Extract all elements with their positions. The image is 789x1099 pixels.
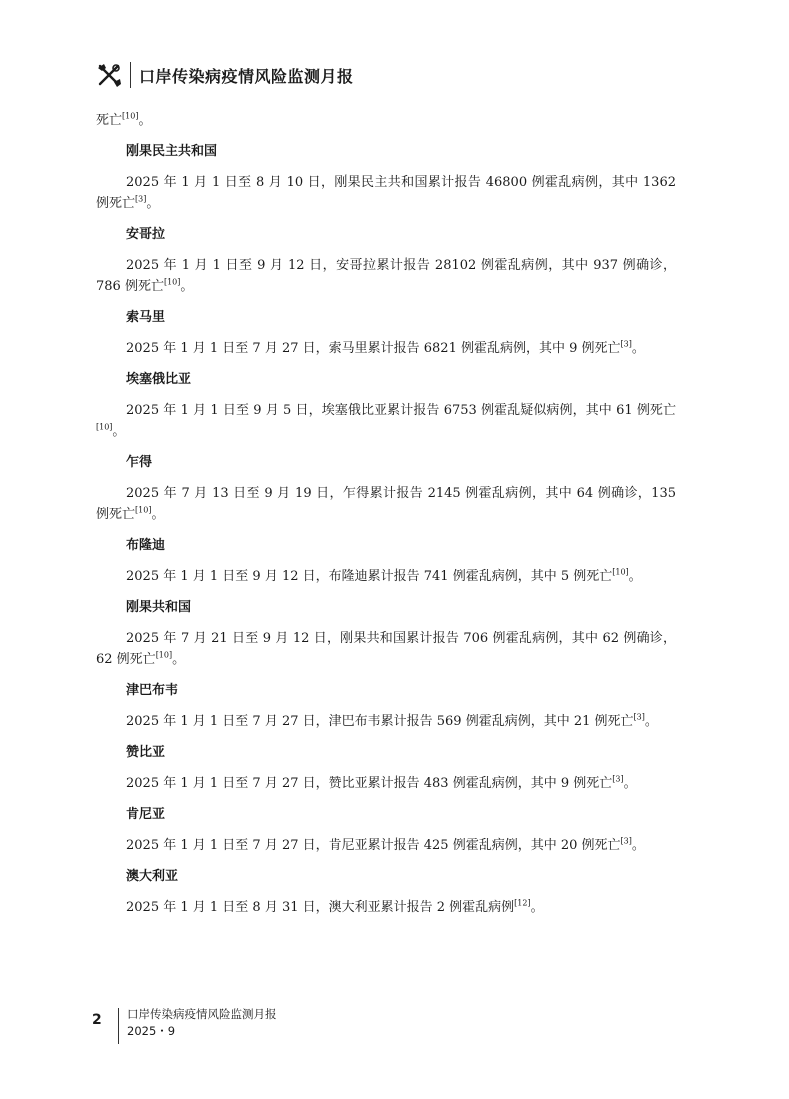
page-number: 2: [92, 1012, 102, 1028]
country-heading: 肯尼亚: [126, 807, 166, 822]
country-heading: 安哥拉: [126, 227, 166, 242]
country-heading: 刚果共和国: [126, 600, 192, 615]
reference-mark: [12]: [514, 898, 531, 908]
reference-mark: [10]: [163, 277, 181, 287]
country-heading: 索马里: [126, 310, 166, 325]
paragraph-text: 2025 年 1 月 1 日至 7 月 27 日，赞比亚累计报告 483 例霍乱病例，其中 9 例死亡: [126, 776, 613, 791]
country-paragraph: [96, 897, 676, 918]
paragraph-tail: 。: [628, 569, 642, 584]
paragraph-tail: 。: [172, 652, 186, 667]
country-heading: 澳大利亚: [126, 869, 179, 884]
intro-text: 死亡: [96, 113, 123, 128]
footer-text: [127, 1006, 277, 1040]
footer-title: 口岸传染病疫情风险监测月报: [127, 1007, 277, 1021]
country-heading: 刚果民主共和国: [126, 144, 218, 159]
country-heading: 乍得: [126, 455, 153, 470]
intro-paragraph: [96, 110, 676, 131]
page-header: [96, 58, 354, 92]
paragraph-text: 2025 年 1 月 1 日至 9 月 12 日，布隆迪累计报告 741 例霍乱病例，其中 5 例死亡: [126, 569, 613, 584]
country-heading: 布隆迪: [126, 538, 166, 553]
paragraph-text: 2025 年 7 月 13 日至 9 月 19 日，乍得累计报告 2145 例霍乱病例，其中 64 例确诊，135 例死亡: [96, 486, 676, 522]
country-paragraph: [96, 255, 676, 297]
paragraph-tail: 。: [112, 424, 126, 439]
reference-mark: [3]: [135, 194, 147, 204]
paragraph-tail: 。: [644, 714, 658, 729]
reference-mark: [10]: [96, 422, 113, 432]
reference-mark: [3]: [612, 774, 624, 784]
country-paragraph: [96, 338, 676, 359]
paragraph-tail: 。: [631, 838, 645, 853]
paragraph-text: 2025 年 1 月 1 日至 9 月 5 日，埃塞俄比亚累计报告 6753 例霍乱疑似病例，其中 61 例死亡: [126, 403, 676, 418]
country-paragraph: [96, 172, 676, 214]
country-paragraph: [96, 566, 676, 587]
page-footer: [92, 1006, 277, 1050]
paragraph-tail: 。: [631, 341, 645, 356]
footer-issue: 2025・9: [127, 1024, 176, 1038]
quarantine-logo-icon: [96, 62, 122, 88]
reference-mark: [10]: [122, 111, 139, 121]
country-paragraph: [96, 628, 676, 670]
country-heading: 赞比亚: [126, 745, 166, 760]
country-paragraph: [96, 483, 676, 525]
paragraph-text: 2025 年 1 月 1 日至 8 月 31 日，澳大利亚累计报告 2 例霍乱病例: [126, 900, 515, 915]
reference-mark: [10]: [135, 505, 152, 515]
paragraph-text: 2025 年 1 月 1 日至 7 月 27 日，肯尼亚累计报告 425 例霍乱病例，其中 20 例死亡: [126, 838, 621, 853]
paragraph-text: 2025 年 1 月 1 日至 8 月 10 日，刚果民主共和国累计报告 46800 例霍乱病例，其中 1362 例死亡: [96, 175, 676, 211]
paragraph-text: 2025 年 1 月 1 日至 7 月 27 日，索马里累计报告 6821 例霍乱病例，其中 9 例死亡: [126, 341, 621, 356]
paragraph-tail: 。: [530, 900, 544, 915]
paragraph-tail: 。: [151, 507, 165, 522]
reference-mark: [3]: [620, 339, 632, 349]
country-paragraph: [96, 711, 676, 732]
header-title: 口岸传染病疫情风险监测月报: [139, 66, 354, 86]
country-paragraph: [96, 835, 676, 856]
reference-mark: [3]: [620, 836, 632, 846]
reference-mark: [10]: [612, 567, 629, 577]
country-heading: 津巴布韦: [126, 683, 179, 698]
reference-mark: [3]: [633, 712, 645, 722]
footer-divider: [118, 1008, 119, 1044]
header-divider: [130, 62, 131, 88]
paragraph-tail: 。: [623, 776, 637, 791]
paragraph-tail: 。: [146, 196, 160, 211]
paragraph-tail: 。: [180, 279, 194, 294]
article-body: [96, 110, 676, 928]
paragraph-text: 2025 年 7 月 21 日至 9 月 12 日，刚果共和国累计报告 706 例霍乱病例，其中 62 例确诊，62 例死亡: [96, 631, 676, 667]
intro-tail: 。: [138, 113, 152, 128]
country-heading: 埃塞俄比亚: [126, 372, 192, 387]
paragraph-text: 2025 年 1 月 1 日至 7 月 27 日，津巴布韦累计报告 569 例霍乱病例，其中 21 例死亡: [126, 714, 634, 729]
reference-mark: [10]: [155, 650, 173, 660]
country-paragraph: [96, 400, 676, 442]
paragraph-text: 2025 年 1 月 1 日至 9 月 12 日，安哥拉累计报告 28102 例霍乱病例，其中 937 例确诊，786 例死亡: [96, 258, 676, 294]
country-paragraph: [96, 773, 676, 794]
